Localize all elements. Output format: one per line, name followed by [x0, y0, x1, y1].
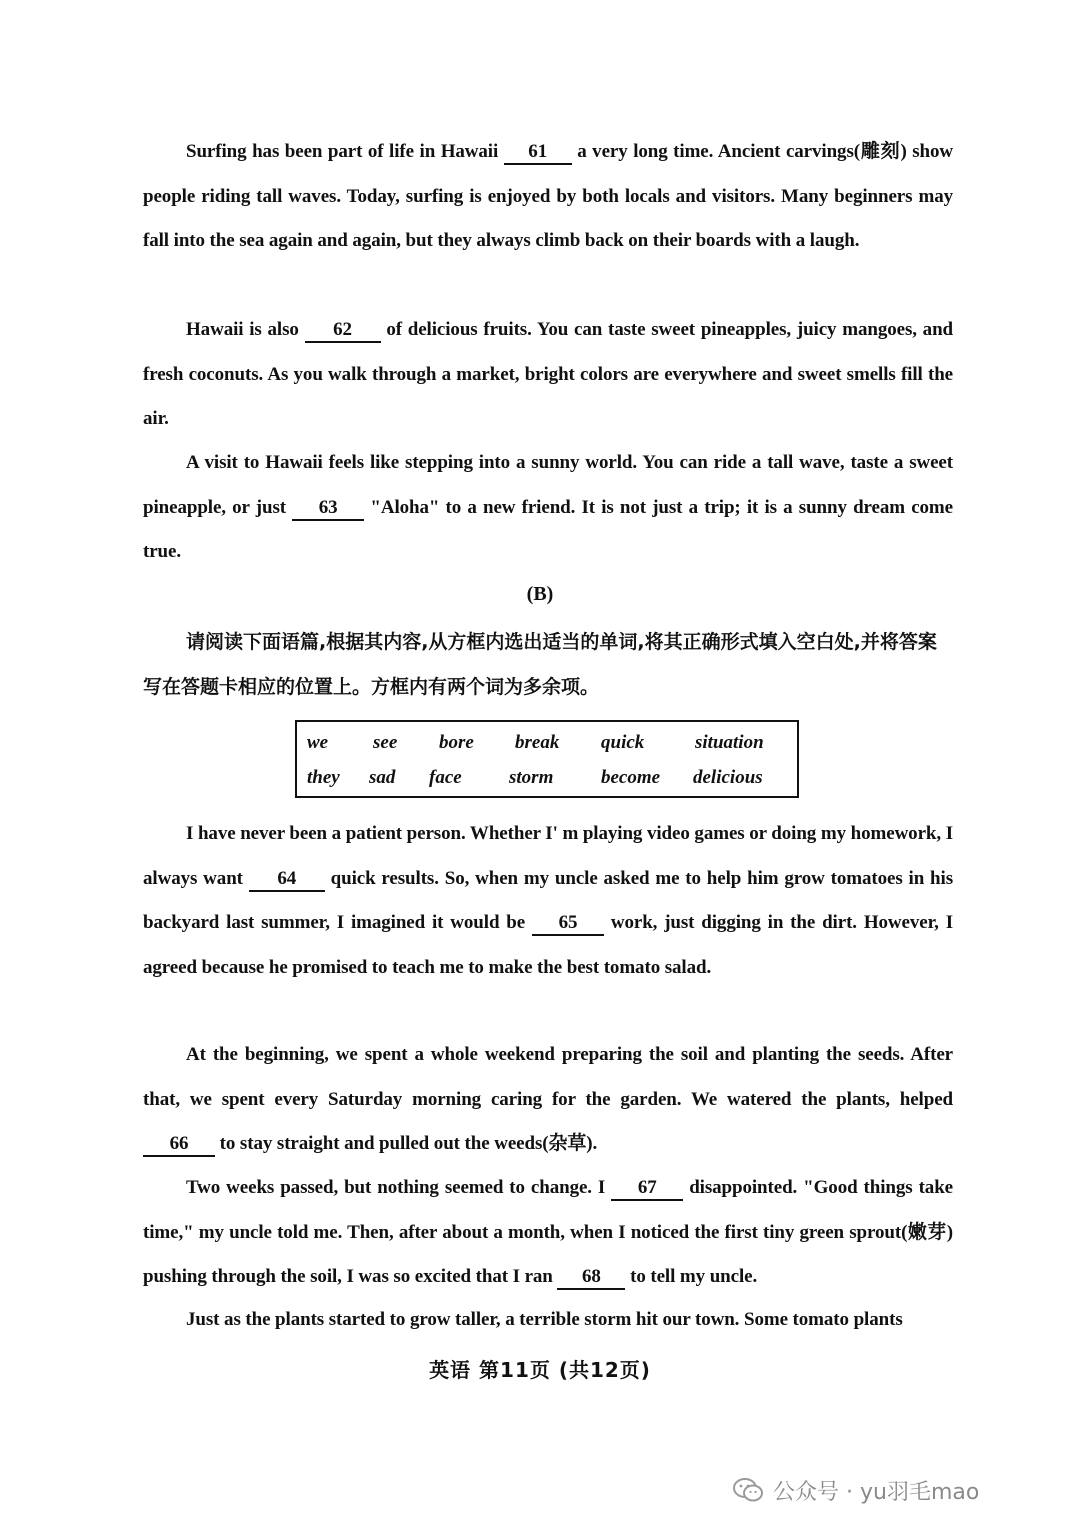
watermark: [733, 1470, 1053, 1510]
wechat-icon: [733, 1477, 763, 1503]
section-b-instructions: 请阅读下面语篇,根据其内容,从方框内选出适当的单词,将其正确形式填入空白处,并将答案写在答题卡相应的位置上。方框内有两个词为多余项。: [143, 631, 937, 698]
word-they: they: [307, 767, 340, 788]
word-become: become: [601, 767, 661, 788]
paragraph-63: A visit to Hawaii feels like stepping into a sunny world. You can ride a tall wave, taste a sweet pineapple, or just 63 "Aloha" to a new friend. It is not just a trip; it is a sunny dream come true.: [143, 452, 953, 562]
word-see: see: [373, 732, 398, 753]
section-b-heading: (B): [526, 583, 554, 605]
blank-64[interactable]: 64: [249, 868, 325, 892]
blank-66[interactable]: 66: [143, 1133, 215, 1157]
paragraph-61: Surfing has been part of life in Hawaii 61 a very long time. Ancient carvings(雕刻) show people riding tall waves. Today, surfing is enjoyed by both locals and visitors. Many beginners may fall into the sea again and again, but they always climb back on their boards with a laugh.: [143, 141, 954, 251]
word-quick: quick: [601, 732, 645, 753]
paragraph-67-68: Two weeks passed, but nothing seemed to change. I 67 disappointed. "Good things take time," my uncle told me. Then, after about a month, when I noticed the first tiny green sprout(嫩芽) pushing through the soil, I was so excited that I ran 68 to tell my uncle.: [143, 1166, 953, 1300]
word-storm: storm: [509, 767, 554, 788]
word-sad: sad: [369, 767, 396, 788]
word-situation: situation: [695, 732, 764, 753]
paragraph-storm: Just as the plants started to grow taller, a terrible storm hit our town. Some tomato plants: [186, 1309, 903, 1330]
word-we: we: [307, 732, 329, 753]
watermark-text: 公众号 · yu羽毛mao: [773, 1479, 980, 1505]
word-bore: bore: [439, 732, 474, 753]
word-box: [295, 720, 799, 798]
blank-67[interactable]: 67: [611, 1177, 683, 1201]
blank-61[interactable]: 61: [504, 141, 572, 165]
word-face: face: [429, 767, 462, 788]
blank-62[interactable]: 62: [305, 319, 381, 343]
paragraph-66: At the beginning, we spent a whole weekend preparing the soil and planting the seeds. After that, we spent every Saturday morning caring for the garden. We watered the plants, helped 66 to stay straight and pulled out the weeds(杂草).: [143, 1033, 953, 1167]
paragraph-62: Hawaii is also 62 of delicious fruits. You can taste sweet pineapples, juicy mangoes, and fresh coconuts. As you walk through a market, bright colors are everywhere and sweet smells fill the air.: [143, 319, 954, 429]
word-break: break: [515, 732, 560, 753]
blank-65[interactable]: 65: [532, 912, 604, 936]
blank-68[interactable]: 68: [557, 1266, 625, 1290]
paragraph-64-65: I have never been a patient person. Whether I' m playing video games or doing my homework, I always want 64 quick results. So, when my uncle asked me to help him grow tomatoes in his backyard last summer, I imagined it would be 65 work, just digging in the dirt. However, I agreed because he promised to teach me to make the best tomato salad.: [143, 823, 953, 978]
page-footer: 英语 第11页 (共12页): [429, 1358, 651, 1382]
blank-63[interactable]: 63: [292, 497, 364, 521]
word-delicious: delicious: [693, 767, 763, 788]
